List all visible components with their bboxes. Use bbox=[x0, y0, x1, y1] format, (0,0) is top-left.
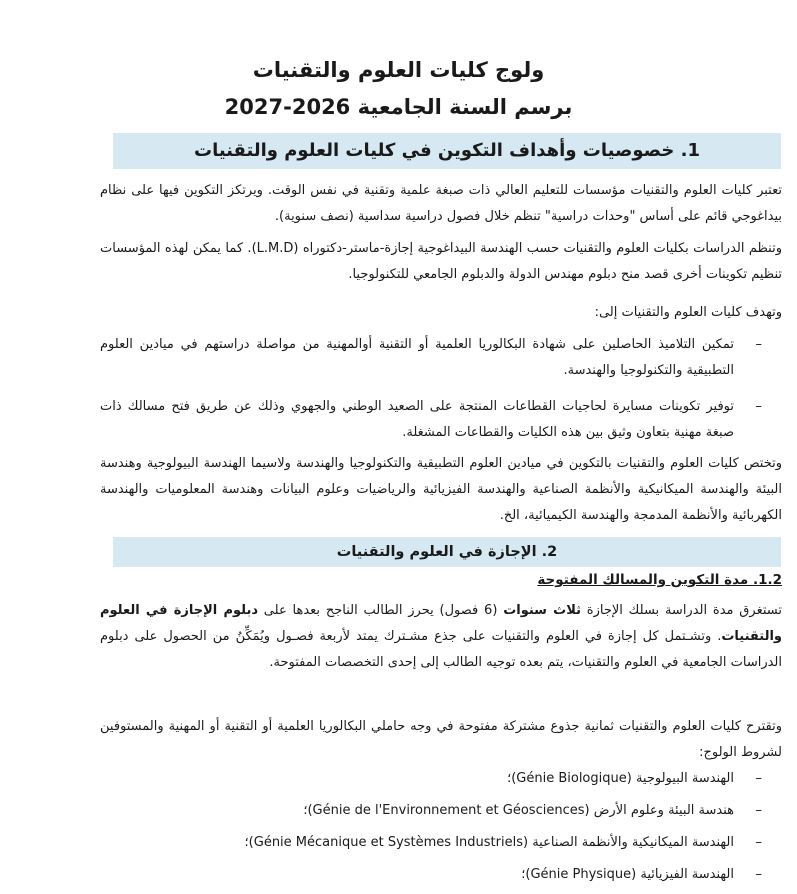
section-2-heading: 2. الإجازة في العلوم والتقنيات bbox=[113, 537, 781, 567]
duration-text-3: . وتشـتمل كل إجازة في العلوم والتقنيات على جذع مشـترك يمتد لأربعة فصـول ويُمَكِّنُ من الحصول على دبلوم الدراسات الجامعية في العلوم والتقنيات، يتم بعده توجيه الطالب إلى إحدى التخصصات المفتوحة. bbox=[100, 629, 782, 670]
list-item-text: الهندسة الفيزيائية (Génie Physique)؛ bbox=[521, 867, 734, 882]
paragraph-fields: وتختص كليات العلوم والتقنيات بالتكوين في ميادين العلوم التطبيقية والتكنولوجيا والهندسة ولاسيما الهندسة البيولوجية وهندسة البيئة والهندسة الميكانيكية والأنظمة الصناعية والهندسة الفيزيائية والرياضيات وعلوم البيانات وهندسة المعلوميات والهندسة الكهربائية والأنظمة المدمجة والهندسة الكيميائية، الخ. bbox=[100, 456, 782, 523]
duration-text-2: (6 فصول) يحرز الطالب الناجح بعدها على bbox=[258, 603, 504, 618]
list-item bbox=[100, 862, 782, 888]
list-item-text: توفير تكوينات مسايرة لحاجيات القطاعات المنتجة على الصعيد الوطني والجهوي وذلك عن طريق فتح مسالك ذات صبغة مهنية بتعاون وثيق بين هذه الكليات والقطاعات المشغلة. bbox=[100, 399, 734, 440]
document-subtitle: برسم السنة الجامعية 2026-2027 bbox=[224, 95, 573, 119]
dash-bullet: – bbox=[755, 835, 762, 850]
duration-text: تستغرق مدة الدراسة بسلك الإجازة bbox=[580, 603, 782, 618]
list-item bbox=[100, 766, 782, 792]
list-item-text: تمكين التلاميذ الحاصلين على شهادة البكالوريا العلمية أو التقنية أوالمهنية من مواصلة دراستهم في ميادين العلوم التطبيقية والتكنولوجيا والهندسة. bbox=[100, 337, 734, 378]
dash-bullet: – bbox=[755, 771, 762, 786]
duration-years: ثلاث سنوات bbox=[503, 603, 581, 618]
dash-bullet: – bbox=[755, 867, 762, 882]
dash-bullet: – bbox=[755, 337, 762, 352]
section-1-heading: 1. خصوصيات وأهداف التكوين في كليات العلوم والتقنيات bbox=[113, 133, 781, 169]
paragraph-objectives-intro: وتهدف كليات العلوم والتقنيات إلى: bbox=[594, 305, 782, 320]
paragraph-duration bbox=[100, 598, 782, 676]
list-item bbox=[100, 332, 782, 384]
document-title: ولوج كليات العلوم والتقنيات bbox=[252, 58, 545, 82]
list-item-text: الهندسة الميكانيكية والأنظمة الصناعية (Génie Mécanique et Systèmes Industriels)؛ bbox=[244, 835, 734, 850]
dash-bullet: – bbox=[755, 803, 762, 818]
diploma-name: دبلوم الإجازة في العلوم والتقنيات bbox=[100, 603, 782, 644]
paragraph-tracks-intro: وتقترح كليات العلوم والتقنيات ثمانية جذوع مشتركة مفتوحة في وجه حاملي البكالوريا العلمية أو التقنية أو المهنية والمستوفين لشروط الولوج: bbox=[100, 719, 782, 760]
paragraph-intro: تعتبر كليات العلوم والتقنيات مؤسسات للتعليم العالي ذات صبغة علمية وتقنية في نفس الوقت. ويرتكز التكوين فيها على نظام بيداغوجي قائم على أساس "وحدات دراسية" تنظم خلال فصول دراسية سداسية (نصف سنوية). bbox=[100, 183, 782, 224]
list-item bbox=[100, 394, 782, 446]
list-item bbox=[100, 798, 782, 824]
list-item-text: هندسة البيئة وعلوم الأرض (Génie de l'Environnement et Géosciences)؛ bbox=[303, 803, 734, 818]
tracks-list bbox=[100, 766, 782, 894]
list-item bbox=[100, 830, 782, 856]
objectives-list bbox=[100, 332, 782, 456]
paragraph-lmd: وتنظم الدراسات بكليات العلوم والتقنيات حسب الهندسة البيداغوجية إجازة-ماستر-دكتوراه (L.M.D). كما يمكن لهذه المؤسسات تنظيم تكوينات أخرى قصد منح دبلوم مهندس الدولة والدبلوم الجامعي للتكنولوجيا. bbox=[100, 241, 782, 282]
list-item-text: الهندسة البيولوجية (Génie Biologique)؛ bbox=[507, 771, 734, 786]
dash-bullet: – bbox=[755, 399, 762, 414]
subsection-heading: 1.2. مدة التكوين والمسالك المفتوحة bbox=[537, 572, 782, 588]
